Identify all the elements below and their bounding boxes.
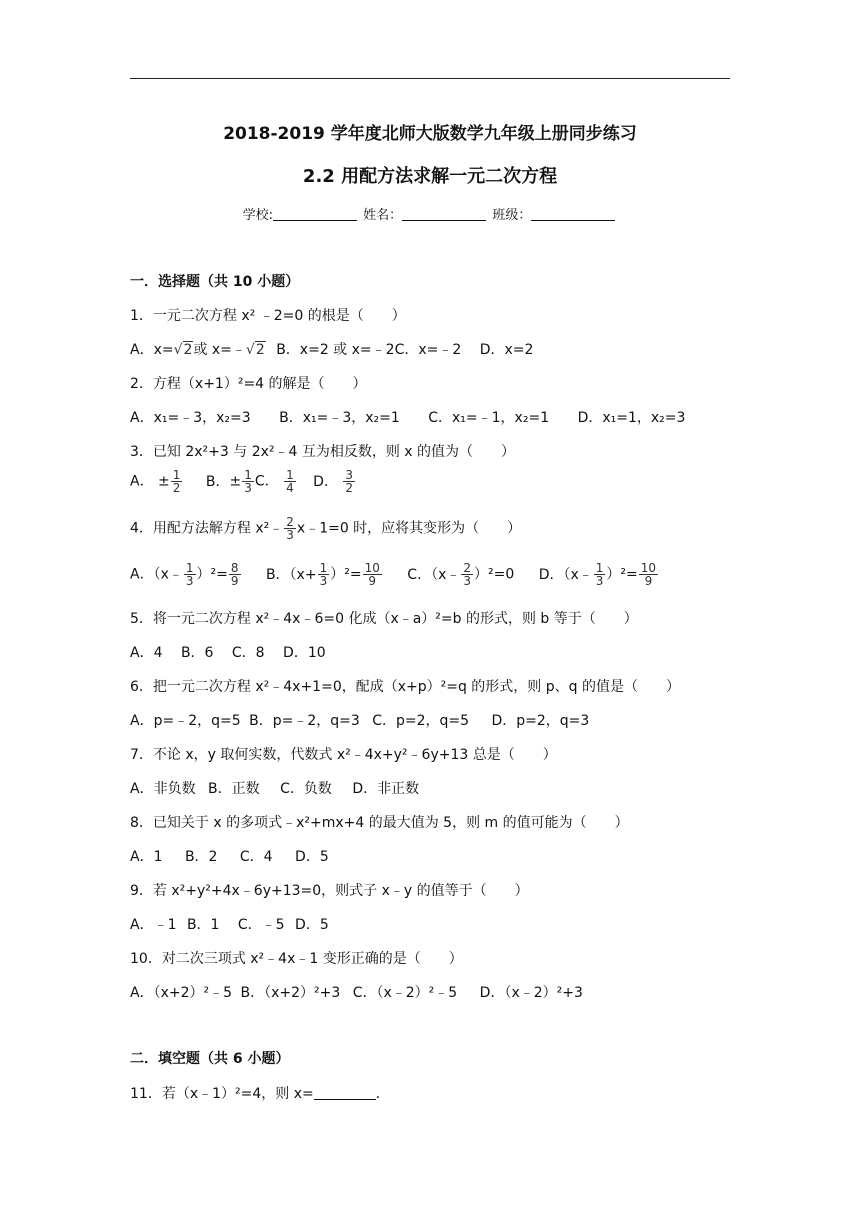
q1-option-a-mid: 或 x=﹣ [193, 342, 246, 358]
q9-option-c: C．﹣5 [237, 917, 285, 933]
q5-option-a: A．4 [130, 645, 163, 661]
q9-option-b: B．1 [186, 917, 220, 933]
fraction-icon: $\frac{1}{4}$ [286, 468, 294, 495]
q8-option-a: A．1 [130, 849, 163, 865]
q3-option-a-sign: ± [158, 473, 170, 490]
document-title: 2018-2019 学年度北师大版数学九年级上册同步练习 [223, 124, 637, 144]
q6-option-c: C．p=2，q=5 [372, 713, 470, 729]
fraction-icon: $\frac{10}{9}$ [364, 561, 380, 588]
question-5-options [130, 642, 326, 662]
fraction-icon: $\frac{10}{9}$ [640, 561, 657, 588]
q10-option-d: D．（x﹣2）²+3 [479, 985, 583, 1001]
q3-option-d: D． [313, 473, 338, 490]
q1-option-c: C．x=﹣2 [394, 342, 462, 358]
question-4-options [130, 562, 659, 587]
q3-option-c: C． [254, 473, 279, 490]
fraction-icon: $\frac{1}{3}$ [319, 561, 328, 588]
question-2-options [130, 407, 685, 427]
q4-option-c-mid: ）²=0 [474, 566, 515, 583]
q5-option-c: C．8 [231, 645, 265, 661]
q8-option-d: D．5 [295, 849, 329, 865]
question-11-end: ． [375, 1086, 390, 1102]
question-6-stem: 6．把一元二次方程 x²﹣4x+1=0，配成（x+p）²=q 的形式，则 p、q 的值是（ ） [130, 679, 680, 695]
q3-option-a: A． [130, 473, 154, 490]
fraction-icon: $\frac{8}{9}$ [230, 561, 239, 588]
student-info [0, 204, 860, 223]
q2-option-d: D．x₁=1，x₂=3 [577, 410, 686, 426]
fraction-icon: $\frac{1}{3}$ [595, 561, 604, 588]
q7-option-c: C．负数 [280, 781, 332, 797]
name-label: 姓名： [363, 208, 403, 223]
q8-option-c: C．4 [239, 849, 273, 865]
q6-option-a: A．p=﹣2，q=5 [130, 713, 241, 729]
question-1-options [130, 339, 533, 359]
q1-option-d: D．x=2 [479, 342, 534, 358]
fraction-icon: $\frac{2}{3}$ [286, 515, 294, 542]
q2-option-b: B．x₁=﹣3，x₂=1 [279, 410, 400, 426]
q4-option-a-mid: ）²= [196, 566, 228, 583]
q3-option-b-sign: ± [229, 473, 242, 490]
q4-stem-pre: 4．用配方法解方程 x²﹣ [130, 520, 284, 537]
class-blank [531, 208, 615, 221]
question-3-options [130, 469, 356, 494]
q4-option-d: D．（x﹣ [538, 566, 593, 583]
q9-option-d: D．5 [295, 917, 329, 933]
sqrt-symbol-icon: √2 [173, 342, 193, 358]
document-subtitle: 2.2 用配方法求解一元二次方程 [302, 166, 558, 187]
q4-option-d-mid: ）²= [606, 566, 638, 583]
q2-option-c: C．x₁=﹣1，x₂=1 [428, 410, 550, 426]
q4-option-b-mid: ）²= [330, 566, 362, 583]
name-blank [402, 208, 486, 221]
class-label: 班级： [492, 208, 532, 223]
question-7-stem: 7．不论 x，y 取何实数，代数式 x²﹣4x+y²﹣6y+13 总是（ ） [130, 747, 557, 763]
question-8-options [130, 846, 329, 866]
answer-blank[interactable] [314, 1087, 376, 1100]
question-6-options [130, 710, 589, 730]
school-blank [273, 208, 357, 221]
q4-option-b: B．（x+ [265, 566, 317, 583]
fraction-icon: $\frac{1}{2}$ [172, 468, 181, 495]
fraction-icon: $\frac{1}{3}$ [244, 468, 252, 495]
section-2-title: 二．填空题（共 6 小题） [130, 1051, 290, 1067]
question-3-stem: 3．已知 2x²+3 与 2x²﹣4 互为相反数，则 x 的值为（ ） [130, 444, 516, 460]
question-10-options [130, 982, 583, 1002]
question-11 [130, 1083, 390, 1103]
question-1-stem: 1．一元二次方程 x² ﹣2=0 的根是（ ） [130, 308, 406, 324]
q7-option-b: B．正数 [208, 781, 260, 797]
q10-option-b: B．（x+2）²+3 [240, 985, 341, 1001]
fraction-icon: $\frac{2}{3}$ [463, 561, 471, 588]
q6-option-b: B．p=﹣2，q=3 [249, 713, 360, 729]
q4-stem-post: x﹣1=0 时，应将其变形为（ ） [296, 520, 522, 537]
q9-option-a: A．﹣1 [130, 917, 177, 933]
question-10-stem: 10．对二次三项式 x²﹣4x﹣1 变形正确的是（ ） [130, 951, 463, 967]
q7-option-d: D．非正数 [352, 781, 420, 797]
q6-option-d: D．p=2，q=3 [491, 713, 590, 729]
q4-option-a: A．（x﹣ [130, 566, 183, 583]
question-9-options [130, 914, 329, 934]
sqrt-symbol-icon: √2 [245, 342, 265, 358]
question-5-stem: 5．将一元二次方程 x²﹣4x﹣6=0 化成（x﹣a）²=b 的形式，则 b 等于（ ） [130, 611, 638, 627]
question-7-options [130, 778, 419, 798]
q3-option-b: B． [205, 473, 230, 490]
fraction-icon: $\frac{3}{2}$ [345, 468, 354, 495]
question-2-stem: 2．方程（x+1）²=4 的解是（ ） [130, 376, 367, 392]
question-4-stem [130, 516, 521, 541]
q10-option-a: A．（x+2）²﹣5 [130, 985, 233, 1001]
q1-option-b: B．x=2 或 x=﹣2 [276, 342, 395, 358]
question-8-stem: 8．已知关于 x 的多项式﹣x²+mx+4 的最大值为 5，则 m 的值可能为（ ） [130, 815, 629, 831]
section-1-title: 一．选择题（共 10 小题） [130, 274, 300, 290]
q2-option-a: A．x₁=﹣3，x₂=3 [130, 410, 251, 426]
q10-option-c: C．（x﹣2）²﹣5 [352, 985, 458, 1001]
q5-option-d: D．10 [283, 645, 326, 661]
q7-option-a: A．非负数 [130, 781, 196, 797]
q8-option-b: B．2 [184, 849, 218, 865]
question-11-stem: 11．若（x﹣1）²=4，则 x= [130, 1086, 314, 1102]
school-label: 学校: [242, 208, 274, 223]
header-rule [130, 78, 730, 79]
q5-option-b: B．6 [180, 645, 214, 661]
question-9-stem: 9．若 x²+y²+4x﹣6y+13=0，则式子 x﹣y 的值等于（ ） [130, 883, 529, 899]
fraction-icon: $\frac{1}{3}$ [185, 561, 194, 588]
q4-option-c: C．（x﹣ [407, 566, 461, 583]
q1-option-a-prefix: A．x= [130, 342, 174, 358]
